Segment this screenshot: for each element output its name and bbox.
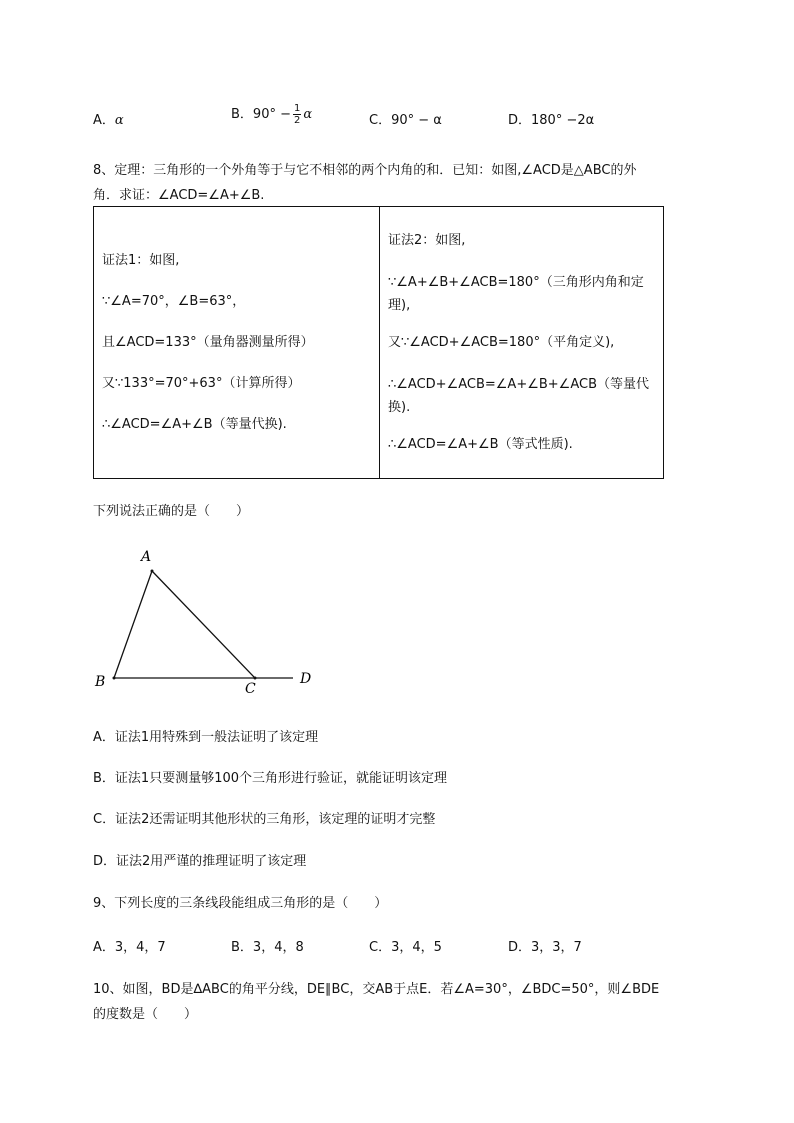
point-c: [254, 677, 257, 680]
proof2-line: ∵∠A+∠B+∠ACB=180°（三角形内角和定理),: [388, 275, 644, 313]
proof2-line: 证法2：如图,: [388, 233, 466, 248]
q10-stem-line2: 的度数是（ ）: [93, 1007, 198, 1022]
fraction-half: $\frac{1}{2}$: [294, 103, 301, 126]
proof1-line: 证法1：如图,: [102, 253, 180, 268]
point-b: [113, 677, 116, 680]
q7-option-d: D．180° −2α: [508, 113, 595, 128]
label-b: B: [95, 674, 106, 690]
proof2-cell: [380, 207, 664, 479]
proof2-line: 又∵∠ACD+∠ACB=180°（平角定义),: [388, 335, 615, 350]
label-d: D: [300, 671, 312, 687]
point-a: [151, 570, 154, 573]
q9-option-c: C．3，4，5: [369, 940, 442, 955]
triangle-figure: [90, 540, 330, 705]
q7-option-c: C．90° − α: [369, 113, 442, 128]
label-c: C: [245, 681, 256, 697]
q9-option-a: A．3，4，7: [93, 940, 166, 955]
q8-option-d: D．证法2用严谨的推理证明了该定理: [93, 854, 307, 869]
q8-stem-line1: 8、定理：三角形的一个外角等于与它不相邻的两个内角的和．已知：如图,∠ACD是△ABC的外: [93, 163, 637, 178]
proof1-line: ∵∠A=70°，∠B=63°，: [102, 294, 246, 309]
segment-ab: [114, 571, 152, 678]
q8-question: 下列说法正确的是（ ）: [93, 504, 250, 519]
proof2-line: ∴∠ACD+∠ACB=∠A+∠B+∠ACB（等量代换).: [388, 377, 649, 415]
label-a: A: [141, 549, 152, 565]
q9-stem: 9、下列长度的三条线段能组成三角形的是（ ）: [93, 896, 388, 911]
q10-stem-line1: 10、如图，BD是∆ABC的角平分线，DE∥BC，交AB于点E．若∠A=30°，∠BDC=50°，则∠BDE: [93, 982, 660, 997]
q7-option-a: A．α: [93, 113, 124, 128]
proof1-cell: [94, 207, 380, 479]
q9-option-b: B．3，4，8: [231, 940, 304, 955]
q8-option-a: A．证法1用特殊到一般法证明了该定理: [93, 730, 319, 745]
q7-option-b: B．90° − $\frac{1}{2}$ α: [231, 103, 313, 126]
q8-option-c: C．证法2还需证明其他形状的三角形，该定理的证明才完整: [93, 812, 436, 827]
q8-stem-line2: 角．求证：∠ACD=∠A+∠B.: [93, 188, 265, 203]
q9-option-d: D．3，3，7: [508, 940, 582, 955]
q8-option-b: B．证法1只要测量够100个三角形进行验证，就能证明该定理: [93, 771, 448, 786]
segment-ac: [152, 571, 255, 678]
proof1-line: 且∠ACD=133°（量角器测量所得）: [102, 335, 314, 350]
proof2-line: ∴∠ACD=∠A+∠B（等式性质).: [388, 437, 573, 452]
proof-table: [93, 206, 664, 479]
proof1-line: 又∵133°=70°+63°（计算所得）: [102, 376, 301, 391]
proof1-line: ∴∠ACD=∠A+∠B（等量代换).: [102, 417, 287, 432]
